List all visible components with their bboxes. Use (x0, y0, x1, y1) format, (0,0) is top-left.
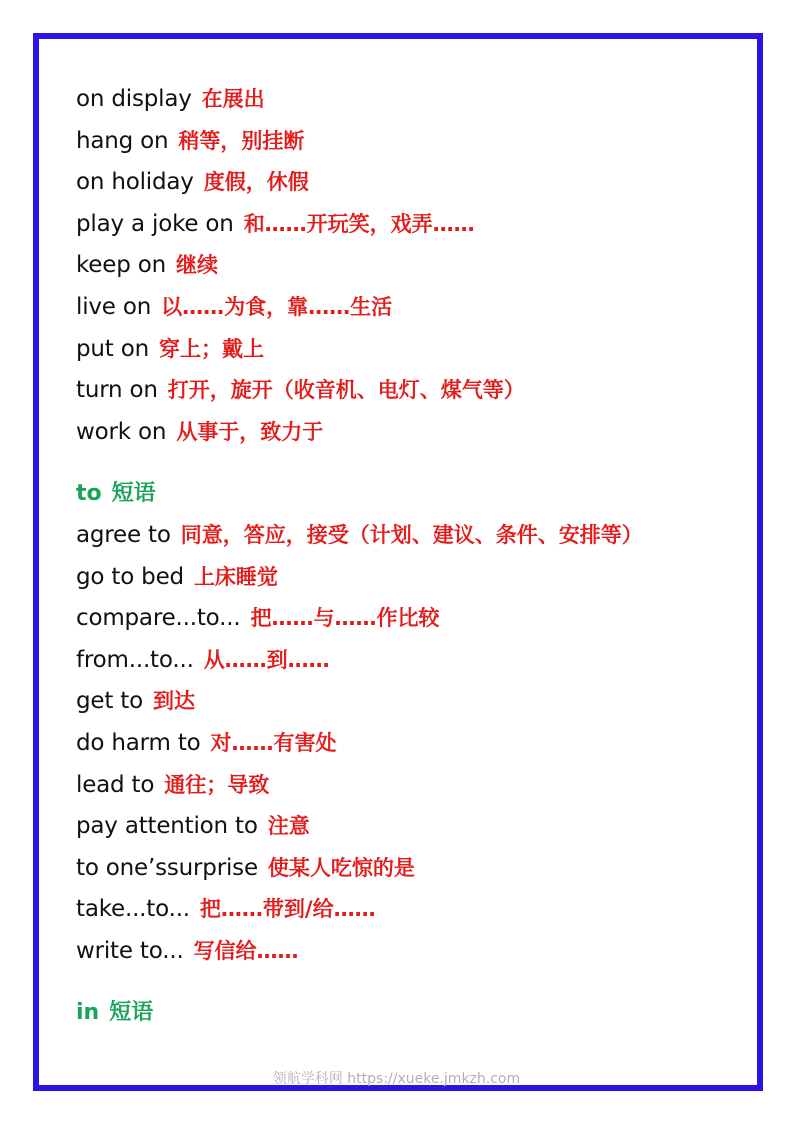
phrase-english: agree to (76, 521, 171, 548)
phrase-chinese: 把……带到/给…… (199, 897, 376, 922)
section-heading-to (76, 473, 756, 515)
phrase-english: from...to... (76, 646, 194, 673)
phrase-english: keep on (76, 252, 166, 279)
phrase-chinese: 继续 (175, 253, 218, 278)
phrase-row (76, 931, 756, 973)
phrase-english: on holiday (76, 169, 194, 196)
phrase-row (76, 557, 756, 599)
phrase-english: play a joke on (76, 210, 234, 237)
phrase-row (76, 598, 756, 640)
phrase-row (76, 287, 756, 329)
phrase-row (76, 765, 756, 807)
phrase-english: lead to (76, 771, 155, 798)
phrase-row (76, 204, 756, 246)
section-heading-label: 短语 (111, 481, 156, 507)
phrase-english: hang on (76, 127, 169, 154)
phrase-chinese: 使某人吃惊的是 (267, 855, 415, 880)
phrase-row (76, 79, 756, 121)
phrase-chinese: 到达 (152, 689, 195, 714)
phrase-row (76, 245, 756, 287)
phrase-english: go to bed (76, 563, 184, 590)
phrase-english: to one’ssurprise (76, 854, 258, 881)
phrase-english: pay attention to (76, 813, 258, 840)
phrase-english: put on (76, 335, 149, 362)
phrase-chinese: 穿上；戴上 (158, 336, 264, 361)
phrase-row (76, 806, 756, 848)
phrase-english: get to (76, 688, 143, 715)
phrase-chinese: 把……与……作比较 (250, 606, 440, 631)
phrase-row (76, 370, 756, 412)
phrase-english: compare...to... (76, 605, 241, 632)
phrase-row (76, 412, 756, 454)
phrase-english: do harm to (76, 729, 201, 756)
phrase-chinese: 以……为食，靠……生活 (161, 294, 393, 319)
phrase-chinese: 稍等，别挂断 (178, 128, 305, 153)
phrase-english: write to... (76, 937, 184, 964)
phrase-row (76, 848, 756, 890)
section-heading-keyword: in (76, 1000, 100, 1026)
phrase-row (76, 889, 756, 931)
watermark-footer: 领航学科网 https://xueke.jmkzh.com (272, 1071, 521, 1087)
phrase-row (76, 515, 756, 557)
phrase-chinese: 注意 (267, 814, 310, 839)
phrase-row (76, 640, 756, 682)
section-heading-keyword: to (76, 481, 102, 507)
section-heading-label: 短语 (109, 1000, 154, 1026)
phrase-row (76, 329, 756, 371)
phrase-row (76, 162, 756, 204)
phrase-chinese: 度假，休假 (203, 170, 309, 195)
phrase-chinese: 和……开玩笑，戏弄…… (243, 211, 475, 236)
phrase-chinese: 写信给…… (193, 938, 299, 963)
phrase-row (76, 121, 756, 163)
phrase-chinese: 对……有害处 (210, 730, 337, 755)
section-heading-in (76, 992, 756, 1034)
phrase-chinese: 同意，答应，接受（计划、建议、条件、安排等） (180, 522, 643, 547)
phrase-chinese: 打开，旋开（收音机、电灯、煤气等） (167, 378, 525, 403)
phrase-english: on display (76, 86, 192, 112)
phrase-english: work on (76, 418, 167, 445)
phrase-english: live on (76, 293, 152, 320)
phrase-content (76, 79, 756, 1034)
phrase-english: turn on (76, 377, 158, 404)
phrase-english: take...to... (76, 896, 190, 923)
phrase-chinese: 上床睡觉 (193, 564, 278, 589)
phrase-row (76, 681, 756, 723)
phrase-row (76, 723, 756, 765)
phrase-chinese: 从事于，致力于 (176, 419, 324, 444)
phrase-chinese: 通往；导致 (164, 772, 270, 797)
phrase-chinese: 在展出 (201, 87, 265, 111)
phrase-chinese: 从……到…… (203, 647, 330, 672)
